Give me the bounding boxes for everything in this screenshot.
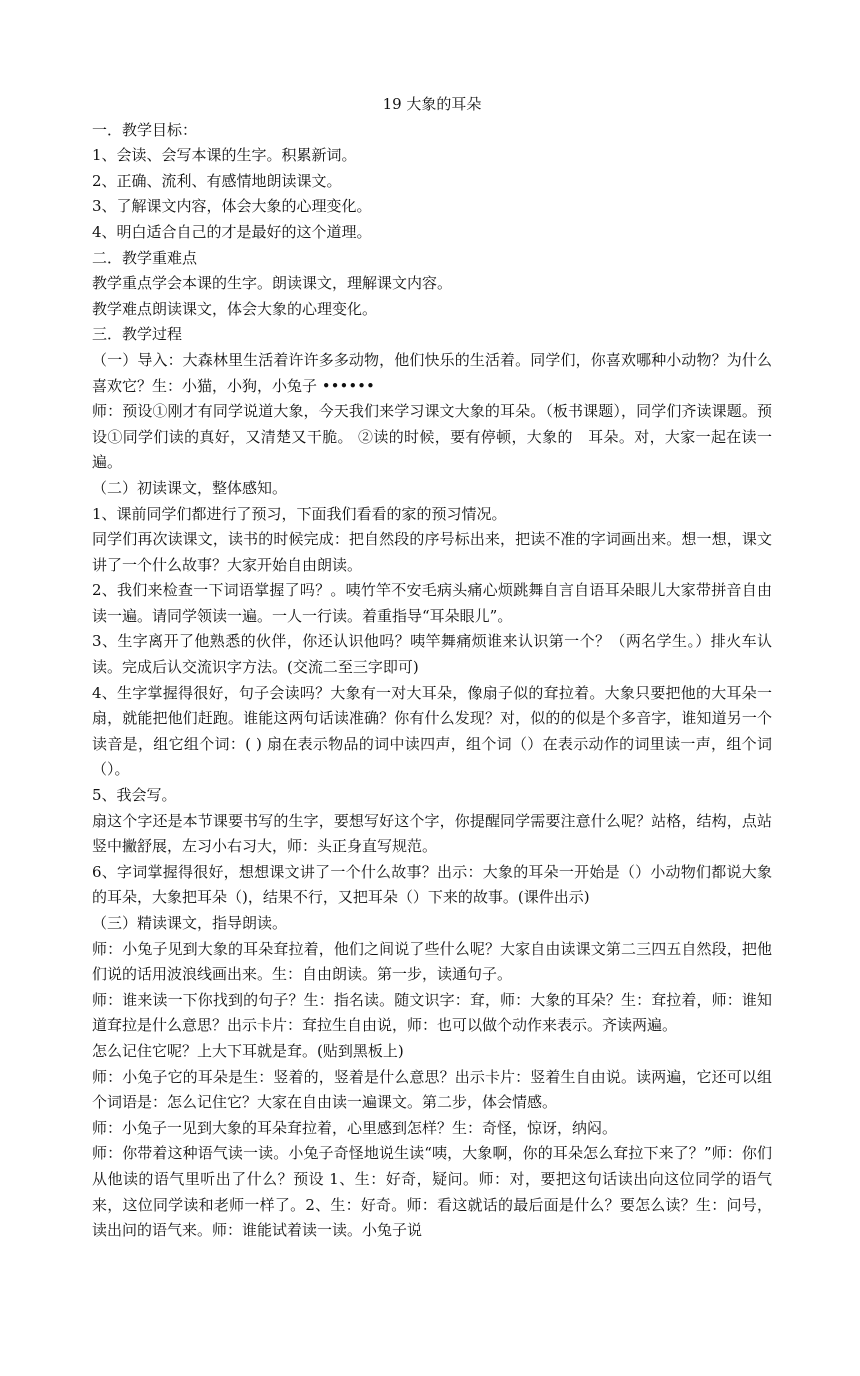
paragraph: 师：小兔子它的耳朵是生：竖着的，竖着是什么意思？出示卡片：竖着生自由说。读两遍，它还可以组个词语是：怎么记住它？大家在自由读一遍课文。第二步，体会情感。 [92,1067,772,1112]
paragraph: 扇这个字还是本节课要书写的生字，要想写好这个字，你提醒同学需要注意什么呢？站格，结构，点站竖中撇舒展，左习小右习大，师：头正身直写规范。 [92,811,772,856]
key-point-text: 教学重点学会本课的生字。朗读课文，理解课文内容。 [92,274,453,293]
paragraph: 1、课前同学们都进行了预习，下面我们看看的家的预习情况。 [92,504,507,523]
paragraph: 5、我会写。 [92,786,177,805]
paragraph: （三）精读课文，指导朗读。 [92,914,288,932]
paragraph: 2、我们来检查一下词语掌握了吗？。咦竹竿不安毛病头痛心烦跳舞自言自语耳朵眼儿大家带拼音自由读一遍。请同学领读一遍。一人一行读。着重指导“耳朵眼儿”。 [92,581,772,625]
paragraph: 6、字词掌握得很好，想想课文讲了一个什么故事？出示：大象的耳朵一开始是（）小动物们都说大象的耳朵，大象把耳朵（)，结果不行，又把耳朵（）下来的故事。(课件出示) [92,862,772,907]
section-heading-objectives: 一．教学目标： [92,120,198,139]
objective-item: 2、正确、流利、有感情地朗读课文。 [92,171,342,190]
paragraph: 师：小兔子一见到大象的耳朵耷拉着，心里感到怎样？生：奇怪，惊讶，纳闷。 [92,1118,618,1137]
paragraph: 3、生字离开了他熟悉的伙伴，你还认识他吗？咦竿舞痛烦谁来认识第一个？（两名学生。）排火车认读。完成后认交流识字方法。(交流二至三字即可) [92,632,772,677]
objective-item: 3、了解课文内容，体会大象的心理变化。 [92,197,372,216]
section-heading-process: 三．教学过程 [92,325,183,344]
paragraph: 同学们再次读课文，读书的时候完成：把自然段的序号标出来，把读不准的字词画出来。想一想，课文讲了一个什么故事？大家开始自由朗读。 [92,530,772,574]
objective-item: 4、明白适合自己的才是最好的这个道理。 [92,222,372,241]
paragraph: 4、生字掌握得很好，句子会读吗？大象有一对大耳朵，像扇子似的耷拉着。大象只要把他的大耳朵一扇，就能把他们赶跑。谁能这两句话读准确？你有什么发现？对，似的的似是个多音字，谁知道另一个读音是，组它组个词：( ) 扇在表示物品的词中读四声，组个词（）在表示动作的词里读一声，组个词（）。 [92,683,772,779]
objective-item: 1、会读、会写本课的生字。积累新词。 [92,146,357,165]
paragraph: 怎么记住它呢？上大下耳就是耷。(贴到黑板上) [92,1041,404,1060]
paragraph: 师：谁来读一下你找到的句子？生：指名读。随文识字：耷，师：大象的耳朵？生：耷拉着，师：谁知道耷拉是什么意思？出示卡片：耷拉生自由说，师：也可以做个动作来表示。齐读两遍。 [92,990,772,1035]
paragraph: 师：小兔子见到大象的耳朵耷拉着，他们之间说了些什么呢？大家自由读课文第二三四五自然段，把他们说的话用波浪线画出来。生：自由朗读。第一步，读通句子。 [92,939,772,984]
section-heading-key-points: 二．教学重难点 [92,248,198,267]
paragraph: （二）初读课文，整体感知。 [92,478,288,497]
paragraph: （一）导入：大森林里生活着许许多多动物，他们快乐的生活着。同学们，你喜欢哪种小动物？为什么喜欢它？生：小猫，小狗，小兔子 •••••• [92,350,772,395]
difficulty-text: 教学难点朗读课文，体会大象的心理变化。 [92,299,378,318]
paragraph: 师：预设①刚才有同学说道大象，今天我们来学习课文大象的耳朵。（板书课题），同学们齐读课题。预设①同学们读的真好，又清楚又干脆。 ②读的时候，要有停顿，大象的 耳朵。对，大家一起在读一遍。 [92,402,772,472]
paragraph: 师：你带着这种语气读一读。小兔子奇怪地说生读“咦，大象啊，你的耳朵怎么耷拉下来了？”师：你们从他读的语气里听出了什么？预设 1、生：好奇，疑问。师：对，要把这句话读出向这位同学的语气来，这位同学读和老师一样了。2、生：好奇。师：看这就话的最后面是什么？要怎么读？生：问号，读出问的语气来。师：谁能试着读一读。小兔子说 [92,1144,772,1240]
page-title: 19 大象的耳朵 [382,95,482,113]
